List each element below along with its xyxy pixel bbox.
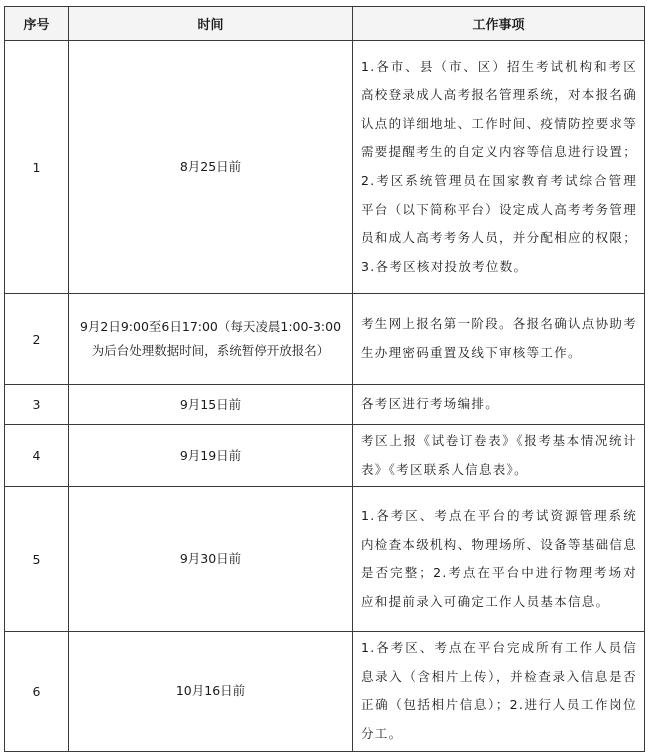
- row-serial-number: 2: [5, 294, 69, 385]
- row-serial-number: 5: [5, 487, 69, 632]
- row-time: 9月30日前: [69, 487, 353, 632]
- table-row: [5, 294, 645, 385]
- row-time: 9月15日前: [69, 385, 353, 425]
- schedule-table: [4, 6, 645, 752]
- row-serial-number: 1: [5, 41, 69, 294]
- row-task: 考区上报《试卷订卷表》《报考基本情况统计表》《考区联系人信息表》。: [353, 425, 645, 487]
- row-task: 考生网上报名第一阶段。各报名确认点协助考生办理密码重置及线下审核等工作。: [353, 294, 645, 385]
- header-serial-number: 序号: [5, 7, 69, 41]
- table-row: [5, 487, 645, 632]
- row-time: 10月16日前: [69, 632, 353, 751]
- header-task: 工作事项: [353, 7, 645, 41]
- row-time: 8月25日前: [69, 41, 353, 294]
- row-time: 9月2日9:00至6日17:00（每天凌晨1:00-3:00为后台处理数据时间，系统暂停开放报名）: [69, 294, 353, 385]
- header-time: 时间: [69, 7, 353, 41]
- table-row: [5, 385, 645, 425]
- table-row: [5, 41, 645, 294]
- row-task: 各考区进行考场编排。: [353, 385, 645, 425]
- header-row: [5, 7, 645, 41]
- row-serial-number: 4: [5, 425, 69, 487]
- row-time: 9月19日前: [69, 425, 353, 487]
- row-task: 1.各市、县（市、区）招生考试机构和考区高校登录成人高考报名管理系统，对本报名确认点的详细地址、工作时间、疫情防控要求等需要提醒考生的自定义内容等信息进行设置；2.考区系统管理员在国家教育考试综合管理平台（以下简称平台）设定成人高考考务管理员和成人高考考务人员，并分配相应的权限；3.各考区核对投放考位数。: [353, 41, 645, 294]
- row-task: 1.各考区、考点在平台的考试资源管理系统内检查本级机构、物理场所、设备等基础信息是否完整；2.考点在平台中进行物理考场对应和提前录入可确定工作人员基本信息。: [353, 487, 645, 632]
- table-row: [5, 425, 645, 487]
- row-task: 1.各考区、考点在平台完成所有工作人员信息录入（含相片上传），并检查录入信息是否正确（包括相片信息）；2.进行人员工作岗位分工。: [353, 632, 645, 751]
- row-serial-number: 3: [5, 385, 69, 425]
- row-serial-number: 6: [5, 632, 69, 751]
- table-row: [5, 632, 645, 751]
